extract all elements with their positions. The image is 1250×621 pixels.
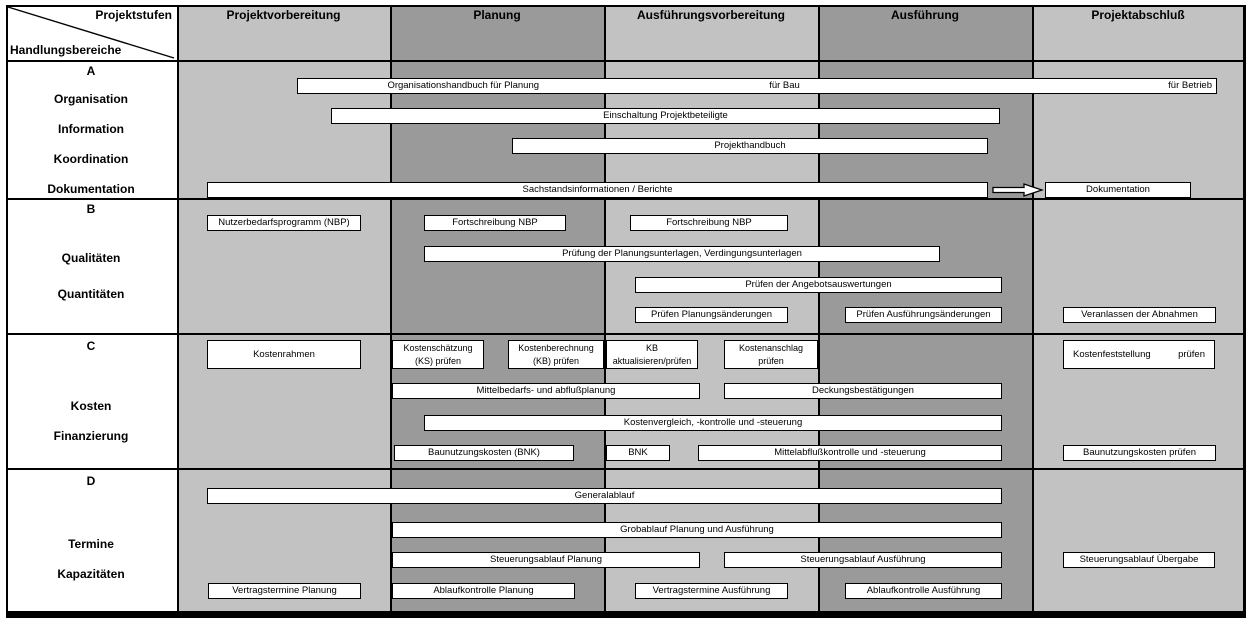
task-bar-baunutzungskosten-pruefen: Baunutzungskosten prüfen [1063, 445, 1216, 461]
task-bar-steuerungsablauf-ausfuehrung: Steuerungsablauf Ausführung [724, 552, 1002, 568]
task-bar-fortschreibung-nbp-planung: Fortschreibung NBP [424, 215, 566, 231]
task-bar-line-1: aktualisieren/prüfen [612, 355, 692, 366]
grid-hline-1 [6, 60, 1244, 62]
task-bar-kb-aktualisieren-pruefen [606, 340, 698, 369]
task-bar-dokumentation: Dokumentation [1045, 182, 1191, 198]
task-bar-pruefen-angebotsauswertungen: Prüfen der Angebotsauswertungen [635, 277, 1002, 293]
row-letter-bereich-b: B [86, 202, 96, 216]
task-bar-line-0: KB [645, 343, 658, 354]
row-label-bereich-d-1: Kapazitäten [57, 567, 125, 581]
task-bar-bnk: BNK [606, 445, 670, 461]
task-bar-grobablauf-planung-ausfuehrung: Grobablauf Planung und Ausführung [392, 522, 1002, 538]
row-letter-bereich-d: D [86, 474, 96, 488]
task-bar-line-0: Kostenanschlag [738, 343, 804, 354]
task-bar-ablaufkontrolle-planung: Ablaufkontrolle Planung [392, 583, 575, 599]
task-bar-segment-0: Organisationshandbuch für Planung [387, 80, 540, 92]
corner-label-projektstufen: Projektstufen [95, 8, 172, 22]
task-bar-nutzerbedarfsprogramm: Nutzerbedarfsprogramm (NBP) [207, 215, 361, 231]
row-letter-bereich-c: C [86, 339, 96, 353]
grid-hline-5 [6, 611, 1244, 618]
grid-hline-0 [6, 5, 1244, 7]
task-bar-kostenberechnung-pruefen [508, 340, 604, 369]
row-label-bereich-b-1: Quantitäten [57, 287, 125, 301]
phase-header-ausfuehrungsvorbereitung: Ausführungsvorbereitung [636, 8, 785, 22]
task-bar-steuerungsablauf-planung: Steuerungsablauf Planung [392, 552, 700, 568]
task-bar-text-right: prüfen [1178, 348, 1205, 360]
task-bar-kostenfeststellung-pruefen [1063, 340, 1215, 369]
task-bar-generalablauf: Generalablauf [207, 488, 1002, 504]
row-label-bereich-d-0: Termine [68, 537, 114, 551]
task-bar-steuerungsablauf-uebergabe: Steuerungsablauf Übergabe [1063, 552, 1215, 568]
phase-header-projektabschluss: Projektabschluß [1091, 8, 1185, 22]
task-bar-projekthandbuch: Projekthandbuch [512, 138, 988, 154]
task-bar-fortschreibung-nbp-ausfvorbereitung: Fortschreibung NBP [630, 215, 788, 231]
task-bar-baunutzungskosten-bnk: Baunutzungskosten (BNK) [394, 445, 574, 461]
column-planung [390, 5, 604, 611]
row-label-bereich-a-2: Koordination [53, 152, 129, 166]
task-bar-line-1: (KS) prüfen [414, 355, 462, 366]
task-bar-line-1: prüfen [758, 355, 784, 366]
task-bar-kostenschaetzung-pruefen [392, 340, 484, 369]
grid-vline-6 [1243, 5, 1246, 618]
task-bar-line-0: Kostenberechnung [518, 343, 594, 354]
corner-label-handlungsbereiche: Handlungsbereiche [10, 43, 122, 57]
row-letter-bereich-a: A [86, 64, 96, 78]
task-bar-pruefung-planungsunterlagen: Prüfung der Planungsunterlagen, Verdingungsunterlagen [424, 246, 940, 262]
task-bar-segment-2: für Betrieb [1168, 80, 1212, 92]
task-bar-vertragstermine-ausfuehrung: Vertragstermine Ausführung [635, 583, 788, 599]
row-label-bereich-a-0: Organisation [53, 92, 128, 106]
task-bar-pruefen-ausfuehrungsaenderungen: Prüfen Ausführungsänderungen [845, 307, 1002, 323]
task-bar-einschaltung-projektbeteiligte: Einschaltung Projektbeteiligte [331, 108, 1000, 124]
task-bar-mittelbedarfs-abflussplanung: Mittelbedarfs- und abflußplanung [392, 383, 700, 399]
phase-header-ausfuehrung: Ausführung [891, 8, 959, 22]
task-bar-line-0: Kostenschätzung [403, 343, 473, 354]
task-bar-kostenvergleich-kontrolle-steuerung: Kostenvergleich, -kontrolle und -steuerung [424, 415, 1002, 431]
row-label-bereich-c-1: Finanzierung [53, 429, 129, 443]
phase-header-projektvorbereitung: Projektvorbereitung [226, 8, 341, 22]
row-label-bereich-a-1: Information [58, 122, 124, 136]
grid-vline-5 [1032, 5, 1034, 618]
task-bar-text-left: Kostenfeststellung [1073, 348, 1151, 360]
row-label-bereich-a-3: Dokumentation [47, 182, 135, 196]
grid-hline-4 [6, 468, 1244, 470]
task-bar-segment-1: für Bau [769, 80, 800, 92]
task-bar-sachstandsinformationen: Sachstandsinformationen / Berichte [207, 182, 988, 198]
task-bar-kostenrahmen: Kostenrahmen [207, 340, 361, 369]
task-bar-kostenanschlag-pruefen [724, 340, 818, 369]
right-arrow-icon [992, 183, 1044, 197]
task-bar-vertragstermine-planung: Vertragstermine Planung [208, 583, 361, 599]
task-bar-mittelabflusskontrolle-steuerung: Mittelabflußkontrolle und -steuerung [698, 445, 1002, 461]
row-label-bereich-b-0: Qualitäten [61, 251, 121, 265]
task-bar-veranlassen-der-abnahmen: Veranlassen der Abnahmen [1063, 307, 1216, 323]
row-label-bereich-c-0: Kosten [70, 399, 112, 413]
task-bar-organisationshandbuch [297, 78, 1217, 94]
phase-header-planung: Planung [473, 8, 521, 22]
grid-hline-3 [6, 333, 1244, 335]
task-bar-deckungsbestaetigungen: Deckungsbestätigungen [724, 383, 1002, 399]
column-projektvorbereitung [177, 5, 390, 611]
task-bar-pruefen-planungsaenderungen: Prüfen Planungsänderungen [635, 307, 788, 323]
task-bar-ablaufkontrolle-ausfuehrung: Ablaufkontrolle Ausführung [845, 583, 1002, 599]
task-bar-line-1: (KB) prüfen [532, 355, 580, 366]
grid-vline-1 [177, 5, 179, 618]
grid-hline-2 [6, 198, 1244, 200]
